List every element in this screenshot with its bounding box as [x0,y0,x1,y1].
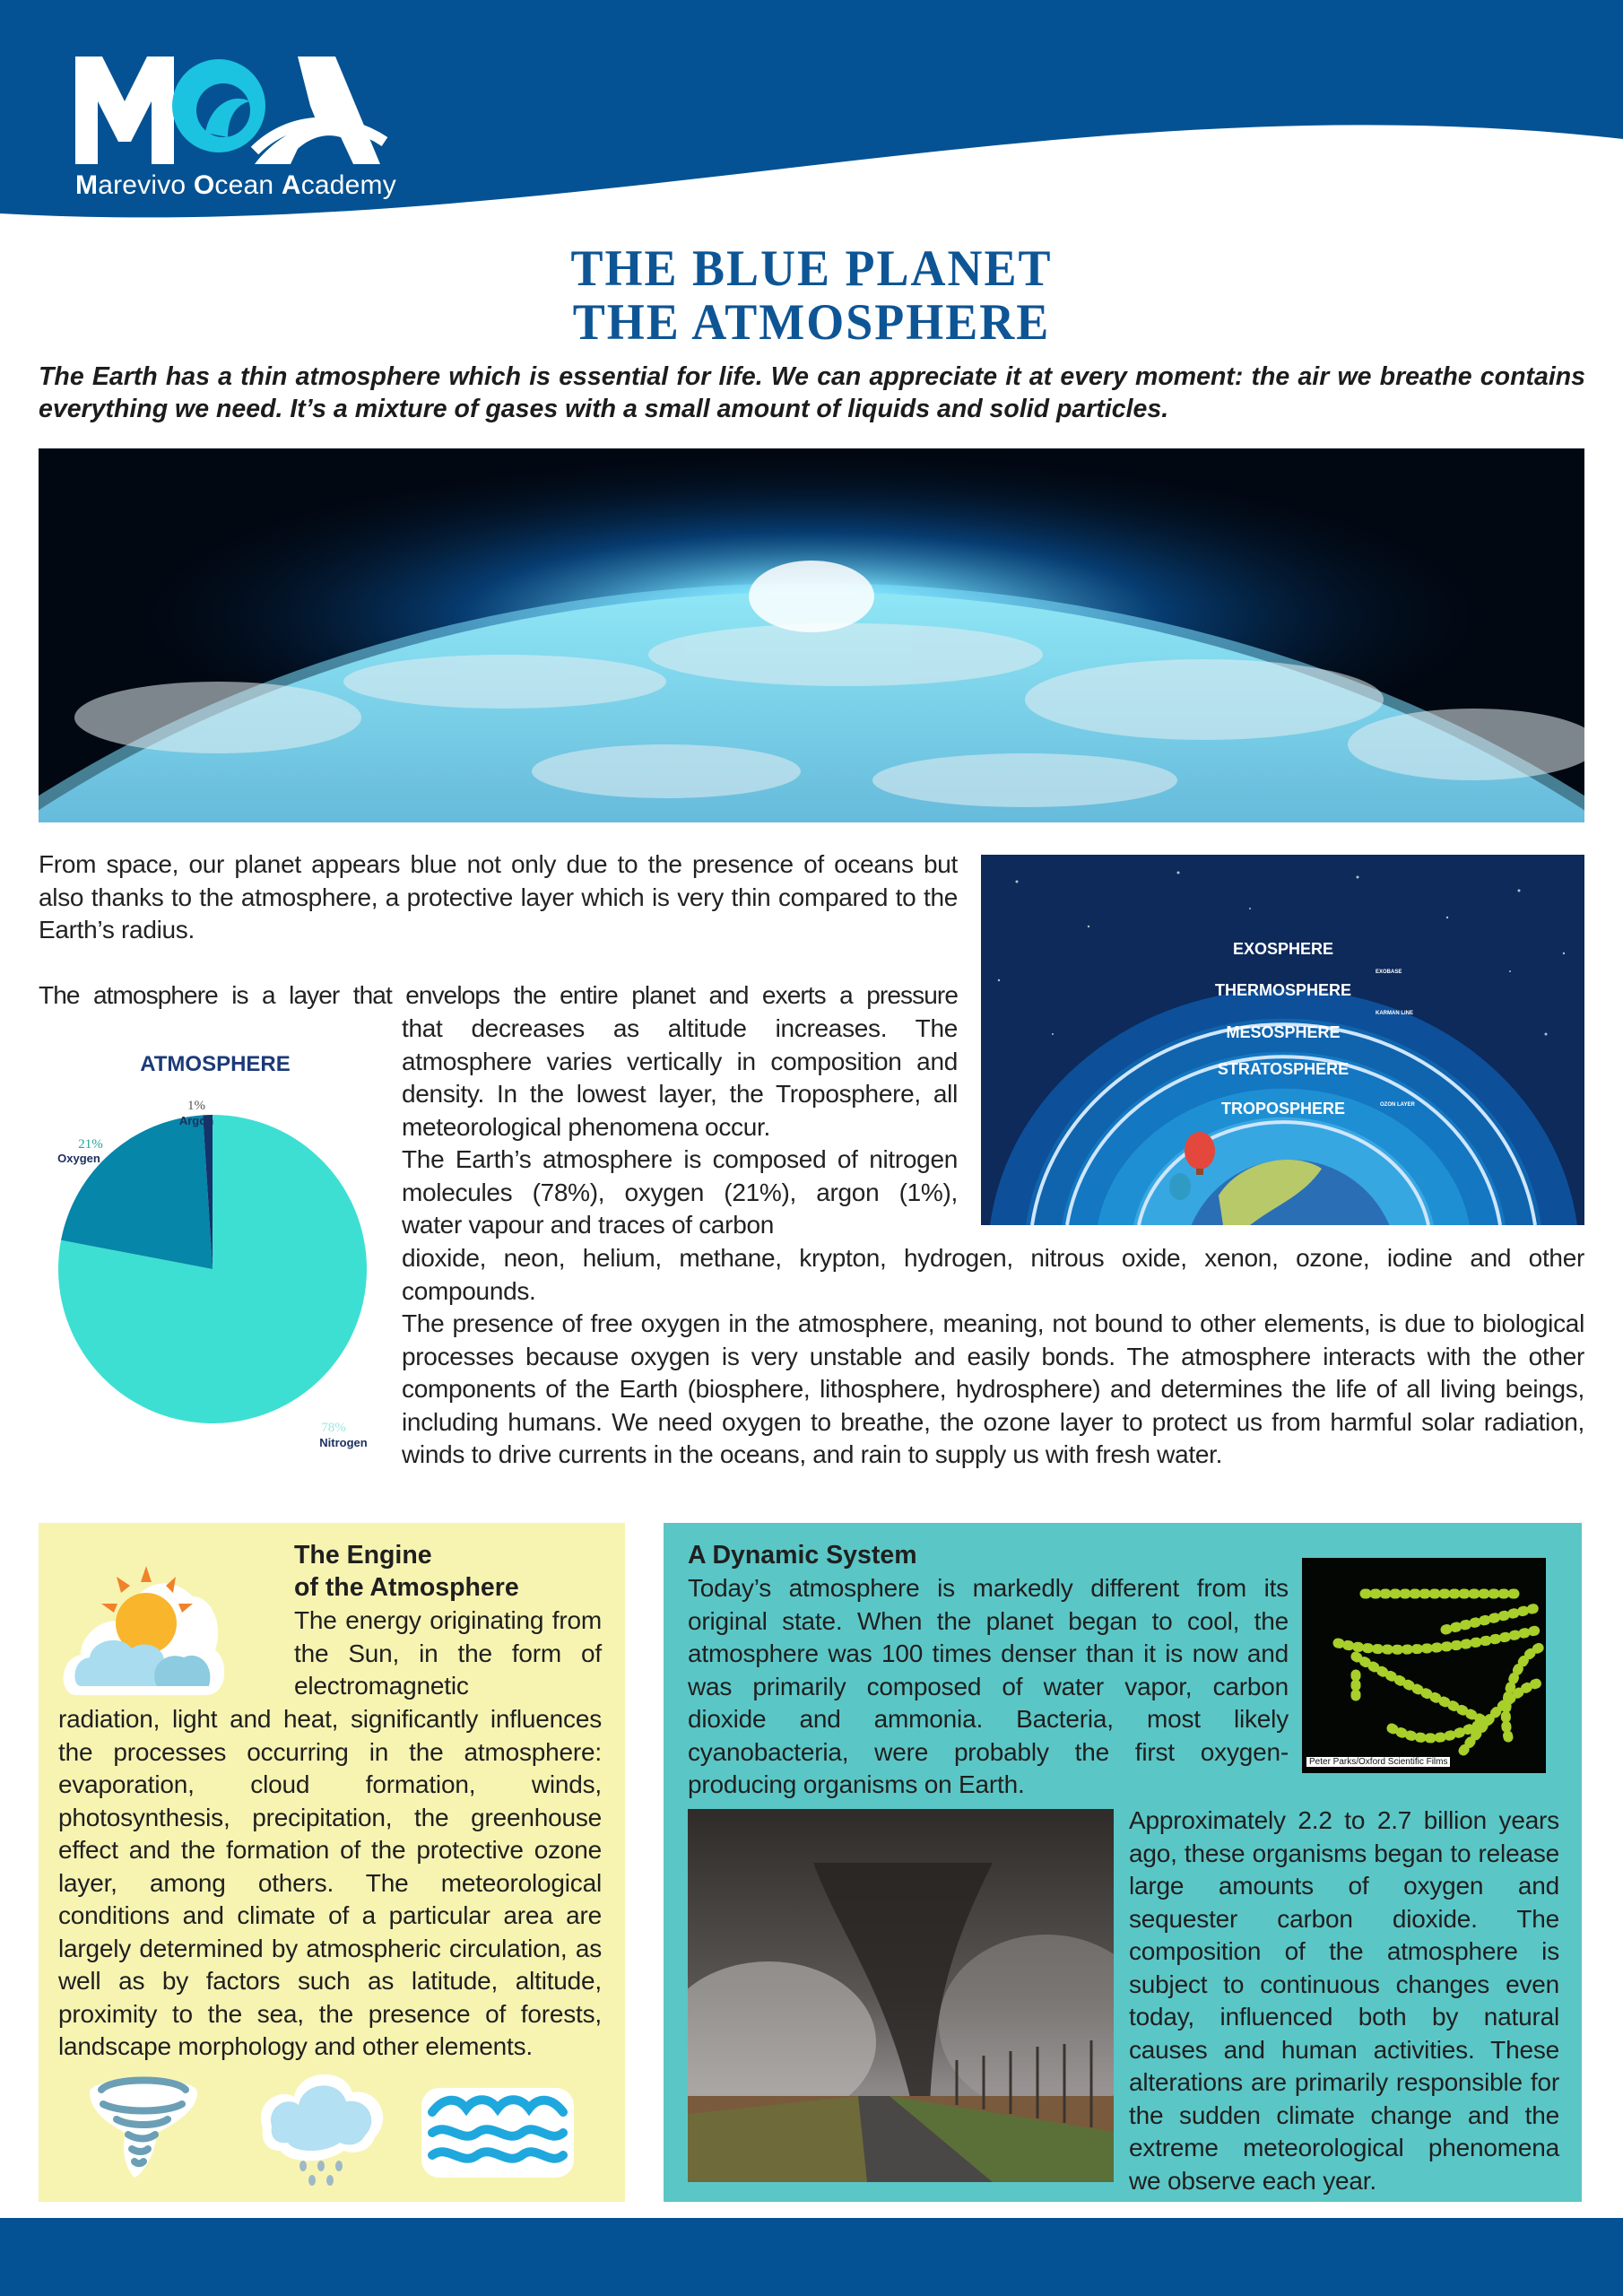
engine-text-wrap: The energy originating from the Sun, in the form of electromagnetic [294,1606,602,1700]
paragraph-composition-wrap: The Earth’s atmosphere is composed of nitrogen molecules (78%), oxygen (21%), argon (1%), water vapour and traces of carbon [402,1145,958,1239]
page-title-line2: THE ATMOSPHERE [572,293,1051,351]
paragraph-composition-full: dioxide, neon, helium, methane, krypton, hydrogen, nitrous oxide, xenon, ozone, iodine and other compounds. [402,1244,1584,1305]
nitrogen-category-label: Nitrogen [319,1436,368,1449]
tornado-photo [688,1809,1114,2182]
cyanobacteria-photo [1302,1558,1546,1773]
earth-banner-image [39,448,1584,822]
boundary-label-karman-line: KARMAN LINE [1376,1011,1413,1016]
paragraph-free-oxygen: The presence of free oxygen in the atmosphere, meaning, not bound to other elements, is due to biological processes because oxygen is very unstable and easily bonds. The atmosphere interacts with the other components of the Earth (biosphere, lithosphere, hydrosphere) and determines the life of all living beings, including humans. We need oxygen to breathe, the ozone layer to protect us from harmful solar radiation, winds to drive currents in the oceans, and rain to supply us with fresh water. [402,1309,1584,1468]
layer-label-troposphere: TROPOSPHERE [1220,1100,1346,1118]
sun-cloud-icon [58,1552,229,1704]
page-title-line1: THE BLUE PLANET [570,239,1053,297]
moa-logo-mark [75,52,398,169]
engine-heading-line1: The Engine [294,1541,432,1570]
waves-icon [421,2083,574,2182]
paragraph-pressure-wrap: that decreases as altitude increases. The atmosphere varies vertically in composition and density. In the lowest layer, the Troposphere, all meteorological phenomena occur. [402,1014,958,1141]
logo-wordmark: Marevivo Ocean Academy [75,170,396,200]
oxygen-percent-label: 21% [78,1137,103,1152]
argon-percent-label: 1% [187,1099,205,1113]
chart-title: ATMOSPHERE [140,1052,291,1076]
dynamic-system-box [664,1523,1582,2202]
dynamic-heading: A Dynamic System [688,1541,917,1570]
engine-text-full: radiation, light and heat, significantly influences the processes occurring in the atmosphere: evaporation, cloud formation, winds, photosynthesis, precipitation, the greenhouse effect and the formation of the protective ozone layer, among others. The meteorological conditions and climate of a particular area are largely determined by atmospheric circulation, as well as by factors such as latitude, altitude, proximity to the sea, the presence of forests, landscape morphology and other elements. [58,1705,602,2060]
boundary-label-exobase: EXOBASE [1376,970,1402,975]
boundary-label-ozone-layer: OZON LAYER [1380,1102,1415,1108]
footer-band [0,2218,1623,2296]
nitrogen-percent-label: 78% [321,1421,346,1435]
paragraph-pressure-lead: The atmosphere is a layer that envelops the entire planet and exerts a pressure [39,981,958,1009]
layer-label-exosphere: EXOSPHERE [1232,940,1334,958]
oxygen-category-label: Oxygen [57,1152,100,1165]
dynamic-text-1: Today’s atmosphere is markedly different from its original state. When the planet began to cool, the atmosphere was 100 times denser than it is now and was primarily composed of water vapor, carbon dioxide and ammonia. Bacteria, most likely cyanobacteria, were probably the first oxygen-producing organisms on Earth. [688,1574,1289,1798]
atmosphere-pie-chart [49,1040,381,1462]
layer-label-mesosphere: MESOSPHERE [1226,1023,1341,1041]
rain-cloud-icon [254,2066,388,2191]
atmosphere-layers-diagram [981,855,1584,1225]
logo[interactable] [75,52,398,204]
tornado-icon [85,2070,202,2187]
engine-heading-line2: of the Atmosphere [294,1573,519,1602]
engine-of-atmosphere-box [39,1523,625,2202]
paragraph-space-view: From space, our planet appears blue not only due to the presence of oceans but also thanks to the atmosphere, a protective layer which is very thin compared to the Earth’s radius. [39,850,958,944]
layer-label-thermosphere: THERMOSPHERE [1214,981,1352,999]
photo-credit: Peter Parks/Oxford Scientific Films [1306,1757,1450,1767]
dynamic-text-2: Approximately 2.2 to 2.7 billion years ago, these organisms began to release large amounts of oxygen and sequester carbon dioxide. The composition of the atmosphere is subject to continuous changes even today, influenced both by natural causes and human activities. These alterations are primarily responsible for the sudden climate change and the extreme meteorological phenomena we observe each year. [1129,1806,1559,2195]
argon-category-label: Argon [178,1114,214,1127]
intro-text: The Earth has a thin atmosphere which is essential for life. We can appreciate it at every moment: the air we breathe contains everything we need. It’s a mixture of gases with a small amount of liquids and solid particles. [39,362,1585,423]
layer-label-stratosphere: STRATOSPHERE [1217,1060,1350,1078]
